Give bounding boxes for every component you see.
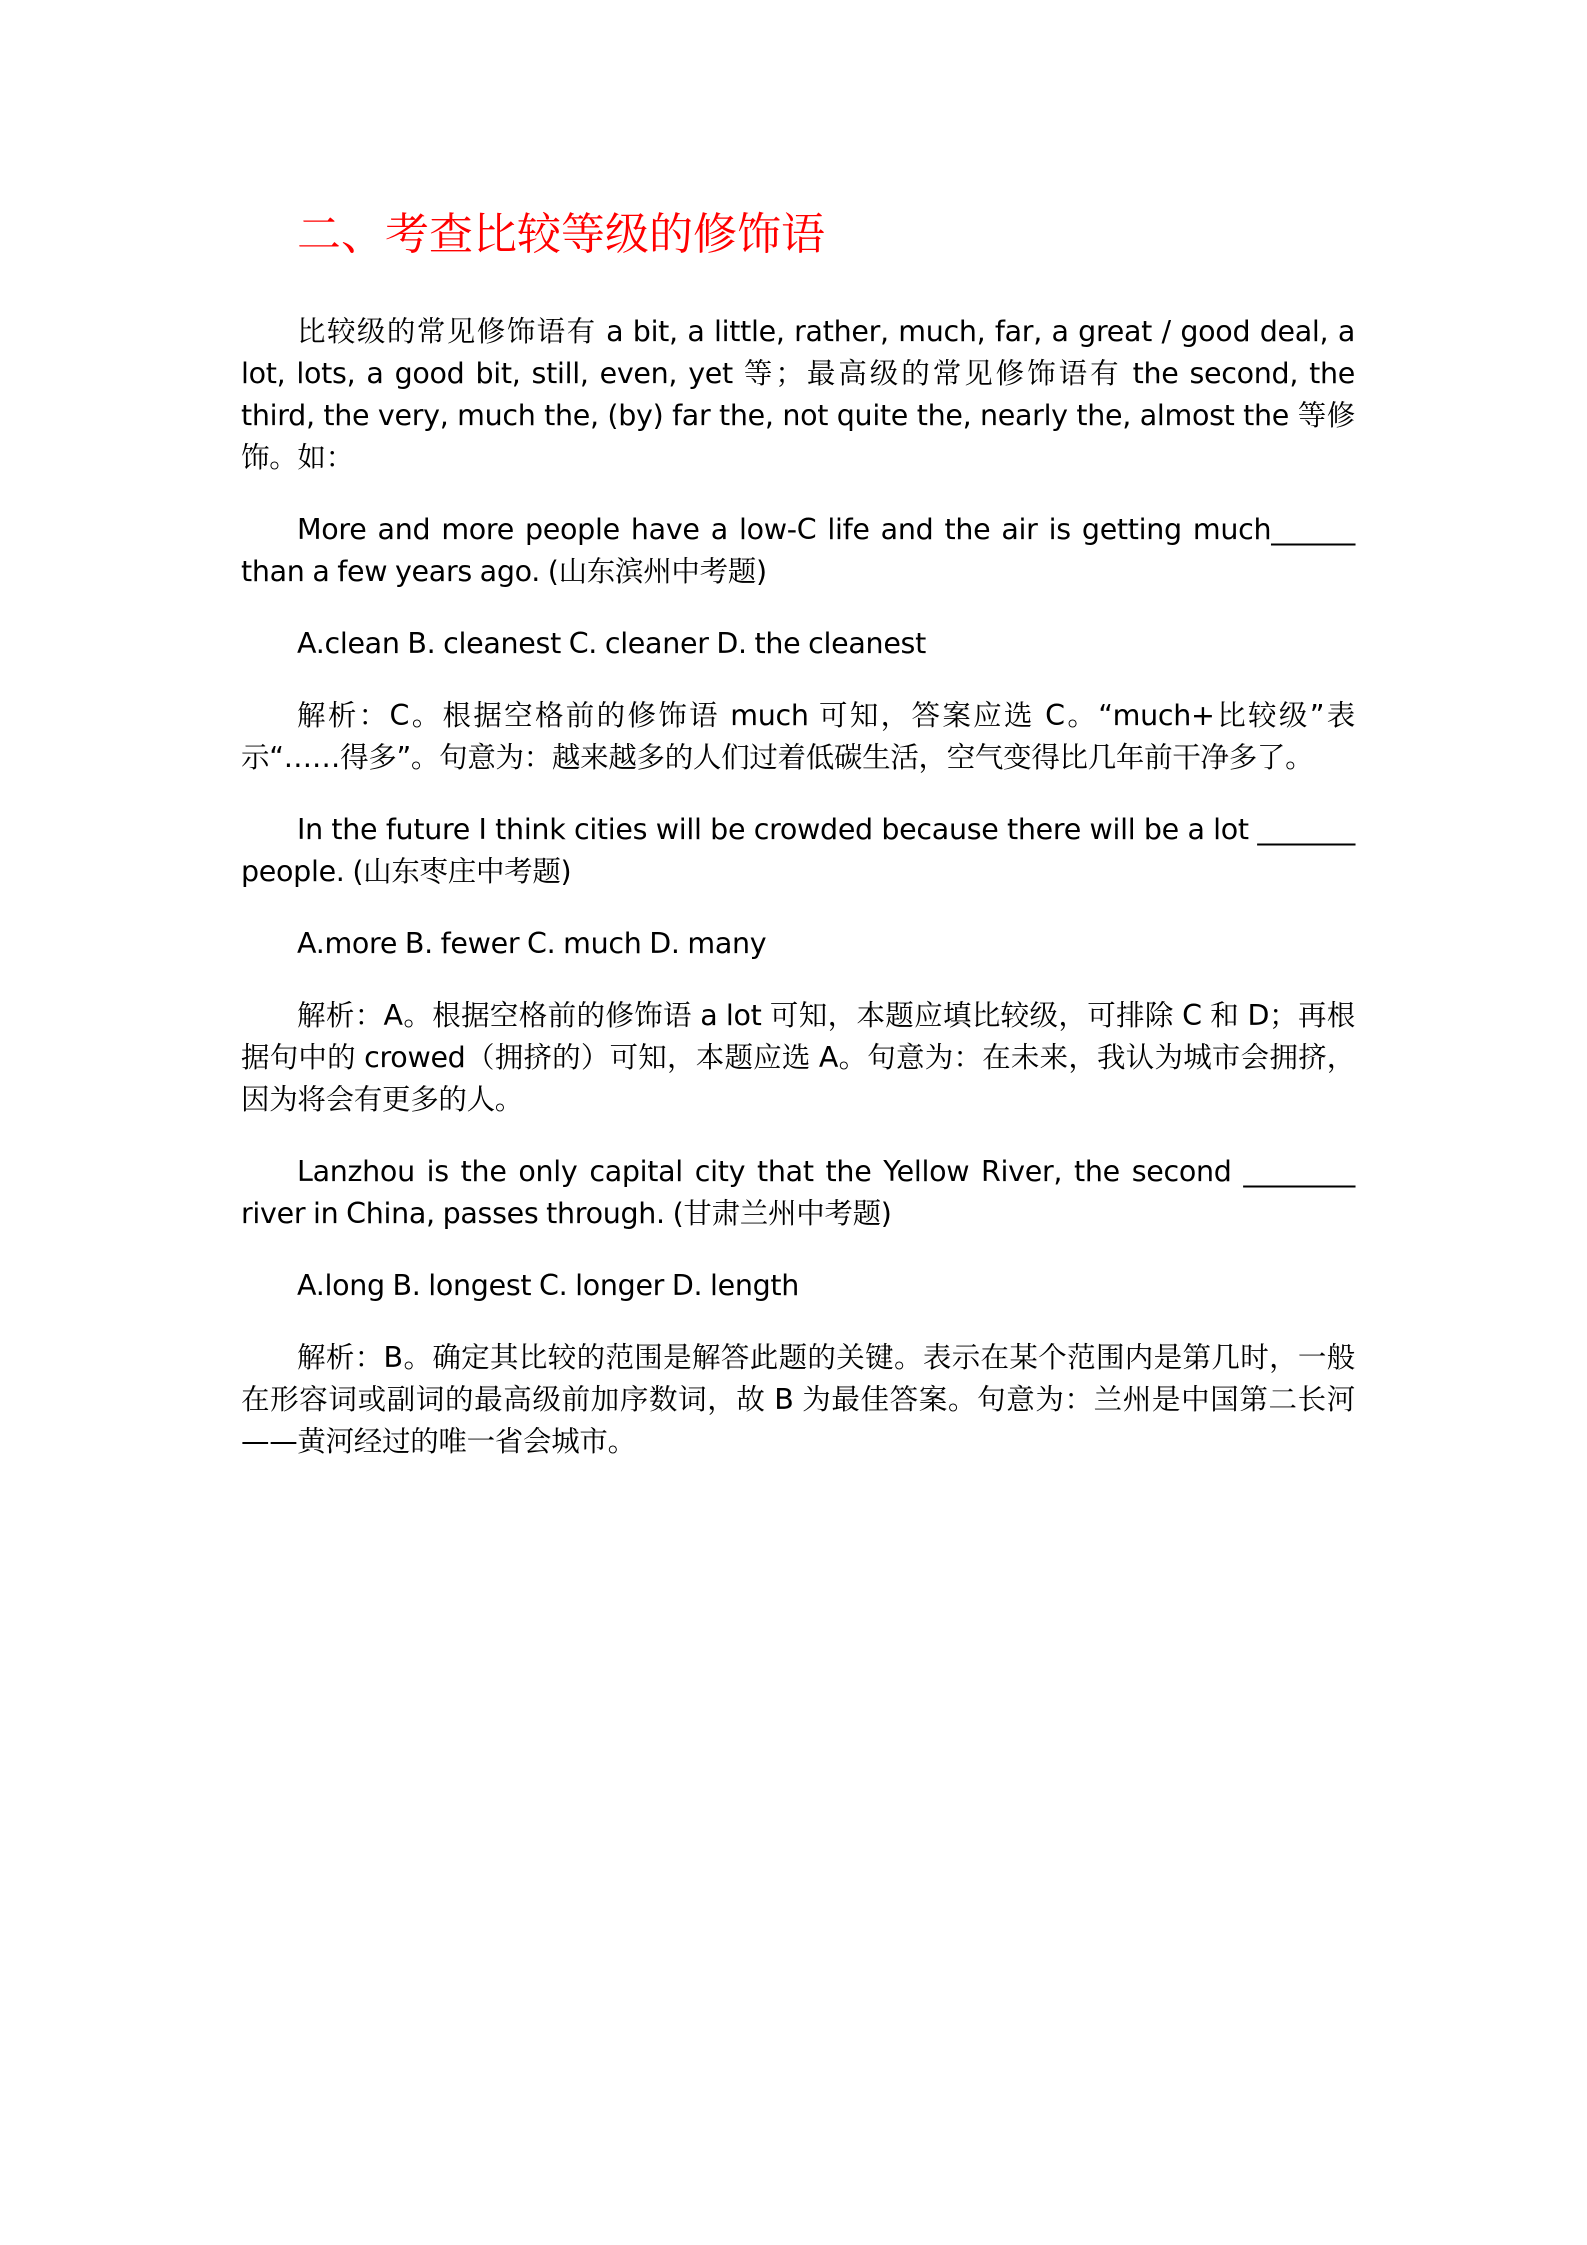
document-body [241,205,1355,1493]
question-1-analysis: 解析：C。根据空格前的修饰语 much 可知，答案应选 C。“much+比较级”表示“……得多”。句意为：越来越多的人们过着低碳生活，空气变得比几年前干净多了。 [241,699,1355,774]
section-heading: 二、考查比较等级的修饰语 [297,209,825,260]
intro-paragraph: 比较级的常见修饰语有 a bit, a little, rather, much, far, a great / good deal, a lot, lots, a good bit, still, even, yet 等；最高级的常见修饰语有 the second, the third, the very, much the, (by) far the, not quite the, nearly the, almost the 等修饰。如： [241,315,1355,474]
question-3-options: A.long B. longest C. longer D. length [297,1269,800,1302]
question-1-options: A.clean B. cleanest C. cleaner D. the cleanest [297,627,926,660]
question-2-text: In the future I think cities will be crowded because there will be a lot _______ people. (山东枣庄中考题) [241,813,1355,888]
question-1-text: More and more people have a low-C life and the air is getting much______ than a few years ago. (山东滨州中考题) [241,513,1355,588]
question-2-analysis: 解析：A。根据空格前的修饰语 a lot 可知，本题应填比较级，可排除 C 和 D；再根据句中的 crowed（拥挤的）可知，本题应选 A。句意为：在未来，我认为城市会拥挤，因为将会有更多的人。 [241,999,1355,1116]
question-2-options: A.more B. fewer C. much D. many [297,927,767,960]
question-3-text: Lanzhou is the only capital city that the Yellow River, the second ________ river in China, passes through. (甘肃兰州中考题) [241,1155,1355,1230]
question-3-analysis: 解析：B。确定其比较的范围是解答此题的关键。表示在某个范围内是第几时，一般在形容词或副词的最高级前加序数词，故 B 为最佳答案。句意为：兰州是中国第二长河——黄河经过的唯一省会城市。 [241,1341,1355,1458]
